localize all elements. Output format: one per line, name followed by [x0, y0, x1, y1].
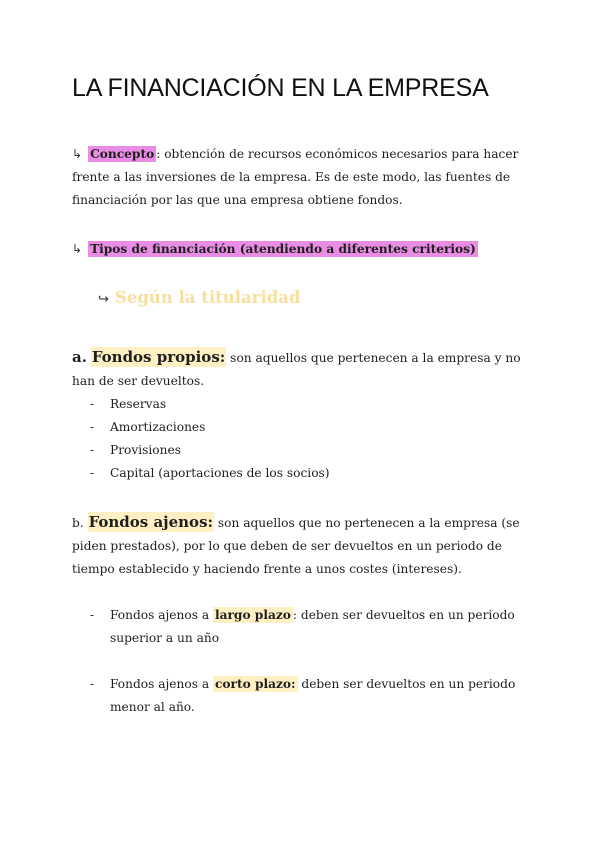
fondos-ajenos-label: Fondos ajenos:	[88, 513, 214, 531]
tipos-heading	[72, 238, 542, 261]
largo-plazo-list	[90, 604, 540, 650]
arrow-icon: ↳	[72, 147, 83, 161]
list-item: - Capital (aportaciones de los socios)	[90, 462, 532, 485]
list-item-largo-plazo: - Fondos ajenos a largo plazo : deben ser devueltos en un periodo superior a un año	[90, 604, 540, 650]
fondos-propios-list	[90, 393, 532, 485]
concepto-paragraph	[72, 143, 534, 212]
page-title: LA FINANCIACIÓN EN LA EMPRESA	[72, 74, 489, 102]
section-prefix: a.	[72, 348, 87, 366]
concepto-text: : obtención de recursos económicos necesarios para hacer frente a las inversiones de la empresa. Es de este modo, las fuentes de financiación por las que una empresa obtiene fondos.	[72, 147, 519, 207]
section-prefix: b.	[72, 516, 84, 530]
corto-plazo-label: corto plazo:	[214, 677, 296, 691]
fondos-ajenos-text: son aquellos que no pertenecen a la empresa (se piden prestados), por lo que deben de ser devueltos en un periodo de tiempo establecido y haciendo frente a unos costes (intereses).	[72, 516, 520, 576]
arrow-icon: ↳	[72, 242, 83, 256]
list-item: - Reservas	[90, 393, 532, 416]
list-item: - Amortizaciones	[90, 416, 532, 439]
subheading-text: Según la titularidad	[114, 288, 301, 307]
fondos-propios-paragraph	[72, 346, 532, 393]
fondos-ajenos-paragraph	[72, 511, 534, 581]
corto-plazo-list	[90, 673, 530, 719]
subheading-titularidad	[98, 288, 301, 307]
largo-plazo-label: largo plazo	[214, 608, 291, 622]
list-item: - Provisiones	[90, 439, 532, 462]
fondos-propios-label: Fondos propios:	[91, 348, 226, 366]
curved-arrow-icon: ↪	[98, 292, 109, 307]
list-item-corto-plazo: - Fondos ajenos a corto plazo: deben ser devueltos en un periodo menor al año.	[90, 673, 530, 719]
tipos-label: Tipos de financiación (atendiendo a diferentes criterios)	[90, 242, 476, 256]
fondos-propios-section	[72, 346, 532, 485]
fondos-propios-text: son aquellos que pertenecen a la empresa y no han de ser devueltos.	[72, 351, 521, 388]
concepto-label: Concepto	[90, 147, 155, 161]
